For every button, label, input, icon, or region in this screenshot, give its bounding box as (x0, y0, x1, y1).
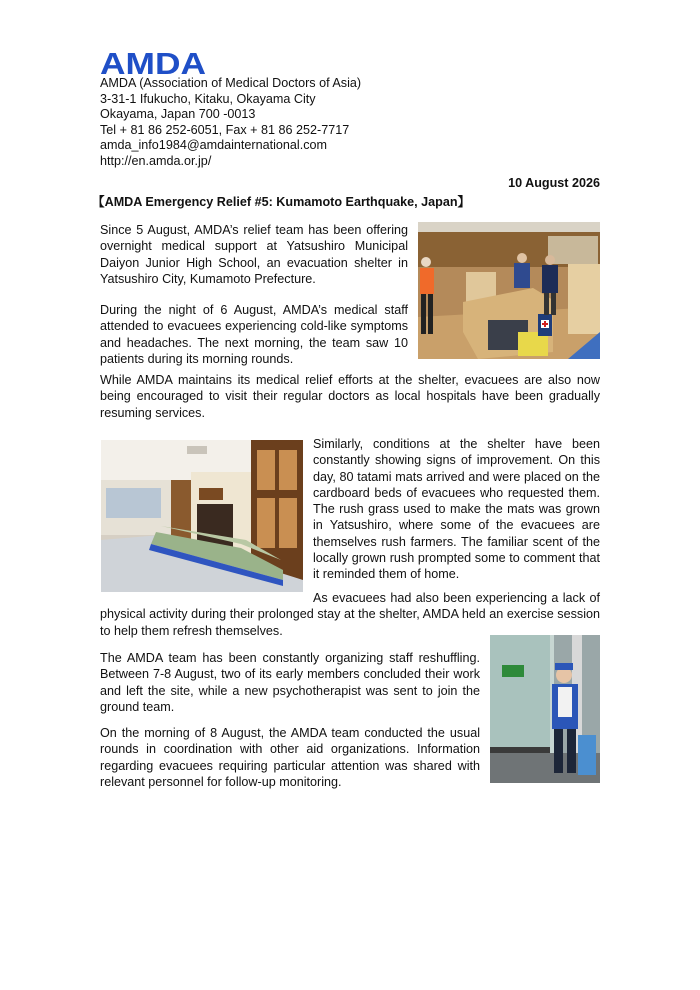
paragraph: Similarly, conditions at the shelter have been constantly showing signs of improvement. On this day, 80 tatami mats arrived and were placed on the cardboard beds of evacuees who requested them. The rush grass used to make the mats was grown in Yatsushiro, where some of the evacuees are themselves rush farmers. The familiar scent of the locally grown rush prompted some to comment that it reminded them of home. (313, 437, 600, 582)
paragraph: During the night of 6 August, AMDA’s medical staff attended to evacuees experiencing cold-like symptoms and headaches. The next morning, the team saw 10 patients during its morning rounds. (100, 303, 408, 366)
report-date: 10 August 2026 (508, 176, 600, 190)
address-block (100, 76, 361, 169)
paragraph: As evacuees had also been experiencing a lack of physical activity during their prolonged stay at the shelter, AMDA held an exercise session to help them refresh themselves. (100, 591, 600, 638)
shelter-medical-photo (418, 222, 600, 359)
staff-member-photo (490, 635, 600, 783)
tatami-mats-photo (101, 440, 303, 592)
paragraph: On the morning of 8 August, the AMDA team conducted the usual rounds in coordination with other aid organizations. Information regarding evacuees requiring particular attention was shared with relevant personnel for follow-up monitoring. (100, 726, 480, 789)
paragraph: Since 5 August, AMDA’s relief team has been offering overnight medical support at Yatsushiro Municipal Daiyon Junior High School, an evacuation shelter in Yatsushiro City, Kumamoto Prefecture. (100, 223, 408, 286)
amda-logo (100, 50, 206, 76)
paragraph: The AMDA team has been constantly organizing staff reshuffling. Between 7-8 August, two of its early members concluded their work and left the site, while a new psychotherapist was sent to join the ground team. (100, 651, 480, 714)
address-line: http://en.amda.or.jp/ (100, 153, 212, 168)
report-title: 【AMDA Emergency Relief #5: Kumamoto Earthquake, Japan】 (92, 195, 471, 209)
address-line: AMDA (Association of Medical Doctors of Asia) (100, 76, 362, 90)
paragraph: While AMDA maintains its medical relief efforts at the shelter, evacuees are also now being encouraged to visit their regular doctors as local hospitals have been gradually resuming services. (100, 373, 600, 420)
logo-text: AMDA (100, 50, 206, 76)
address-line: Tel + 81 86 252-6051, Fax + 81 86 252-7717 (100, 122, 350, 137)
address-line: amda_info1984@amdainternational.com (100, 138, 328, 152)
address-line: 3-31-1 Ifukucho, Kitaku, Okayama City (100, 91, 316, 106)
address-line: Okayama, Japan 700 -0013 (100, 107, 256, 121)
